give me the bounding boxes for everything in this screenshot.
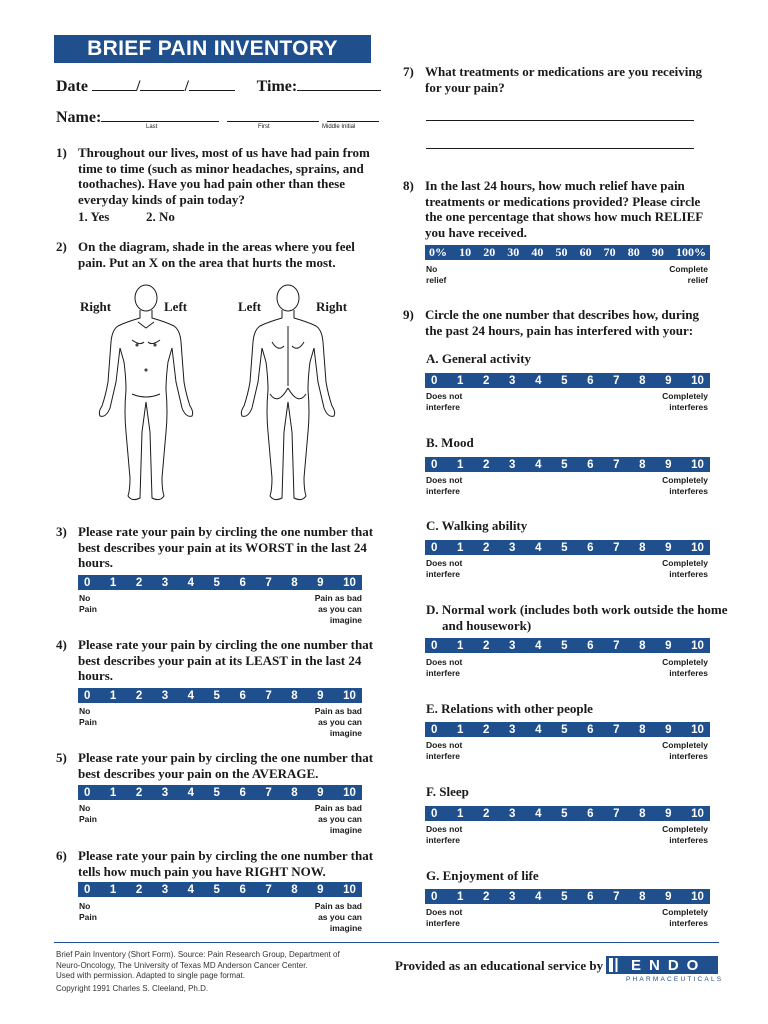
question-text: What treatments or medications are you receiving for your pain? [425,64,703,95]
question-9 [403,307,713,338]
scale-option-2[interactable]: 2 [135,576,143,589]
interfere-low-anchor: Does not interfere [426,558,463,579]
relief-option-40[interactable]: 40 [531,245,544,259]
scale-option-9[interactable]: 9 [665,807,672,820]
scale-option-1[interactable]: 1 [457,807,464,820]
q9-item-label: G. Enjoyment of life [426,868,539,883]
question-text: On the diagram, shade in the areas where you feel pain. Put an X on the area that hurts the most. [78,239,355,270]
relief-option-90[interactable]: 90 [651,245,664,259]
date-month-field[interactable] [92,78,136,91]
scale-option-0[interactable]: 0 [431,807,438,820]
scale-option-9[interactable]: 9 [665,723,672,736]
question-2 [56,239,376,270]
scale-option-0[interactable]: 0 [431,458,438,471]
scale-option-3[interactable]: 3 [509,723,516,736]
relief-option-10[interactable]: 10 [459,245,472,259]
scale-option-10[interactable]: 10 [691,458,704,471]
footer-source [56,950,340,994]
scale-option-8[interactable]: 8 [639,541,646,554]
brand-subtitle: PHARMACEUTICALS [626,976,724,983]
pain-low-anchor: No Pain [79,593,97,614]
scale-option-8[interactable]: 8 [291,689,298,702]
scale-option-9[interactable]: 9 [665,374,672,387]
scale-option-3[interactable]: 3 [161,883,169,896]
scale-option-3[interactable]: 3 [509,458,516,471]
date-separator: / [184,78,189,95]
scale-option-8[interactable]: 8 [639,807,646,820]
source-line: Brief Pain Inventory (Short Form). Source: Pain Research Group, Department of [56,950,340,959]
scale-option-10[interactable]: 10 [343,576,356,589]
source-line: Neuro-Oncology, The University of Texas MD Anderson Cancer Center. [56,960,308,970]
interfere-low-anchor: Does not interfere [426,824,463,845]
scale-option-0[interactable]: 0 [431,723,438,736]
question-4 [56,637,376,684]
interfere-low-anchor: Does not interfere [426,907,463,928]
scale-option-9[interactable]: 9 [665,458,672,471]
copyright-line: Copyright 1991 Charles S. Cleeland, Ph.D. [56,983,209,993]
scale-option-10[interactable]: 10 [691,541,704,554]
interfere-high-anchor: Completely interferes [662,740,708,761]
scale-option-4[interactable]: 4 [535,890,542,903]
scale-option-4[interactable]: 4 [535,807,542,820]
question-number: 9) [403,307,414,322]
name-middle-caption: Middle Initial [322,124,356,130]
time-label: Time: [256,78,298,95]
name-label: Name: [56,109,102,126]
scale-option-3[interactable]: 3 [509,639,516,652]
question-number: 4) [56,637,67,652]
question-5 [56,750,376,781]
scale-option-1[interactable]: 1 [457,723,464,736]
scale-option-7[interactable]: 7 [265,576,272,589]
pain-scale-average [78,785,362,800]
question-text: Please rate your pain by circling the one number that best describes your pain at its LEAST in the last 24 hours. [78,637,374,683]
relief-option-20[interactable]: 20 [483,245,496,259]
scale-option-4[interactable]: 4 [535,541,542,554]
scale-option-3[interactable]: 3 [509,374,516,387]
relief-option-80[interactable]: 80 [627,245,640,259]
relief-high-anchor: Complete relief [669,264,708,285]
relief-low-anchor: No relief [426,264,447,285]
name-last-caption: Last [146,124,158,130]
scale-option-1[interactable]: 1 [457,374,464,387]
scale-option-9[interactable]: 9 [665,541,672,554]
name-middle-field[interactable] [327,109,379,122]
relief-option-30[interactable]: 30 [507,245,520,259]
brand-name: ENDO [631,956,707,974]
scale-option-10[interactable]: 10 [343,883,356,896]
back-left-label: Left [238,299,262,314]
date-year-field[interactable] [189,78,235,91]
name-first-field[interactable] [227,109,319,122]
scale-option-5[interactable]: 5 [561,458,568,471]
pain-low-anchor: No Pain [79,706,97,727]
interfere-high-anchor: Completely interferes [662,824,708,845]
scale-option-4[interactable]: 4 [187,689,195,702]
scale-option-10[interactable]: 10 [343,689,356,702]
question-1 [56,145,376,207]
scale-option-7[interactable]: 7 [613,458,620,471]
scale-option-5[interactable]: 5 [561,541,568,554]
scale-option-4[interactable]: 4 [187,576,195,589]
scale-option-9[interactable]: 9 [317,689,324,702]
scale-option-2[interactable]: 2 [483,807,490,820]
pain-low-anchor: No Pain [79,901,97,922]
interfere-low-anchor: Does not interfere [426,657,463,678]
scale-option-7[interactable]: 7 [613,541,620,554]
interference-scale-sleep [425,806,710,821]
scale-option-9[interactable]: 9 [665,890,672,903]
interfere-high-anchor: Completely interferes [662,475,708,496]
question-6 [56,848,376,879]
question-8 [403,178,713,240]
scale-option-4[interactable]: 4 [535,458,542,471]
scale-option-10[interactable]: 10 [691,890,704,903]
logo-mark-icon [609,958,623,972]
time-field[interactable] [297,78,381,91]
scale-option-3[interactable]: 3 [161,576,169,589]
scale-option-8[interactable]: 8 [291,786,298,799]
scale-option-9[interactable]: 9 [665,639,672,652]
scale-option-3[interactable]: 3 [161,786,169,799]
scale-option-6[interactable]: 6 [239,786,246,799]
relief-option-60[interactable]: 60 [579,245,592,259]
scale-option-8[interactable]: 8 [291,883,298,896]
scale-option-6[interactable]: 6 [239,576,246,589]
relief-option-100pct[interactable]: 100% [675,245,706,259]
scale-option-2[interactable]: 2 [135,883,143,896]
scale-option-6[interactable]: 6 [587,458,594,471]
scale-option-7[interactable]: 7 [613,807,620,820]
question-number: 2) [56,239,67,254]
scale-option-5[interactable]: 5 [213,883,220,896]
scale-option-9[interactable]: 9 [317,883,324,896]
scale-option-3[interactable]: 3 [509,890,516,903]
scale-option-2[interactable]: 2 [135,689,143,702]
interference-scale-mood [425,457,710,472]
interfere-high-anchor: Completely interferes [662,657,708,678]
scale-option-8[interactable]: 8 [639,458,646,471]
q9-item-label: E. Relations with other people [426,701,593,716]
pain-low-anchor: No Pain [79,803,97,824]
scale-option-4[interactable]: 4 [187,786,195,799]
scale-option-3[interactable]: 3 [509,807,516,820]
scale-option-6[interactable]: 6 [587,807,594,820]
scale-option-6[interactable]: 6 [587,541,594,554]
interference-scale-general-activity [425,373,710,388]
scale-option-10[interactable]: 10 [343,786,356,799]
q1-option-no[interactable]: 2. No [146,209,175,224]
date-day-field[interactable] [140,78,184,91]
body-diagram-back[interactable] [238,282,338,514]
q1-option-yes[interactable]: 1. Yes [78,209,110,224]
pain-scale-least [78,688,362,703]
question-text: Throughout our lives, most of us have had pain from time to time (such as minor headaches, sprains, and toothaches). Have you had pain other than these everyday kinds of pain today? [78,145,370,207]
interfere-high-anchor: Completely interferes [662,907,708,928]
date-separator: / [135,78,141,95]
scale-option-1[interactable]: 1 [457,458,464,471]
pain-scale-worst [78,575,362,590]
scale-option-10[interactable]: 10 [691,723,704,736]
scale-option-7[interactable]: 7 [265,786,272,799]
scale-option-1[interactable]: 1 [109,786,117,799]
scale-option-1[interactable]: 1 [109,689,117,702]
pain-high-anchor: Pain as bad as you can imagine [314,706,362,738]
back-right-label: Right [316,299,348,314]
q9-item-label: C. Walking ability [426,518,528,533]
front-left-label: Left [164,299,188,314]
scale-option-5[interactable]: 5 [561,723,568,736]
interfere-high-anchor: Completely interferes [662,558,708,579]
scale-option-1[interactable]: 1 [457,890,464,903]
pain-scale-right-now [78,882,362,897]
interfere-high-anchor: Completely interferes [662,391,708,412]
scale-option-0[interactable]: 0 [431,639,438,652]
interference-scale-walking [425,540,710,555]
scale-option-6[interactable]: 6 [587,890,594,903]
scale-option-2[interactable]: 2 [483,723,490,736]
scale-option-4[interactable]: 4 [187,883,195,896]
date-time-row [56,78,381,96]
scale-option-7[interactable]: 7 [613,639,620,652]
scale-option-10[interactable]: 10 [691,807,704,820]
relief-option-50[interactable]: 50 [555,245,568,259]
service-text: Provided as an educational service by [395,958,604,973]
scale-option-5[interactable]: 5 [561,890,568,903]
pain-high-anchor: Pain as bad as you can imagine [314,901,362,933]
scale-option-8[interactable]: 8 [639,639,646,652]
scale-option-8[interactable]: 8 [639,723,646,736]
relief-option-70[interactable]: 70 [603,245,616,259]
scale-option-0[interactable]: 0 [84,689,91,702]
scale-option-5[interactable]: 5 [561,374,568,387]
scale-option-0[interactable]: 0 [431,890,438,903]
scale-option-2[interactable]: 2 [483,458,490,471]
scale-option-2[interactable]: 2 [483,639,490,652]
scale-option-1[interactable]: 1 [457,639,464,652]
scale-option-2[interactable]: 2 [483,890,490,903]
scale-option-7[interactable]: 7 [265,689,272,702]
scale-option-10[interactable]: 10 [691,639,704,652]
scale-option-7[interactable]: 7 [613,723,620,736]
pain-high-anchor: Pain as bad as you can imagine [314,593,362,625]
scale-option-1[interactable]: 1 [109,883,117,896]
question-text: Please rate your pain by circling the one number that tells how much pain you have RIGHT NOW. [78,848,374,879]
scale-option-0[interactable]: 0 [84,576,91,589]
scale-option-4[interactable]: 4 [535,639,542,652]
scale-option-7[interactable]: 7 [613,890,620,903]
name-first-caption: First [258,124,270,130]
body-diagram-front[interactable] [96,282,196,514]
scale-option-0[interactable]: 0 [84,786,91,799]
scale-option-4[interactable]: 4 [535,374,542,387]
question-number: 3) [56,524,67,539]
interfere-low-anchor: Does not interfere [426,391,463,412]
scale-option-2[interactable]: 2 [483,374,490,387]
relief-option-0pct[interactable]: 0% [429,245,447,259]
scale-option-8[interactable]: 8 [639,374,646,387]
scale-option-5[interactable]: 5 [561,807,568,820]
scale-option-5[interactable]: 5 [213,786,220,799]
scale-option-7[interactable]: 7 [265,883,272,896]
q9-item-label: B. Mood [426,435,474,450]
relief-scale [425,245,710,260]
scale-option-3[interactable]: 3 [161,689,169,702]
question-text: In the last 24 hours, how much relief have pain treatments or medications provided? Please circle the one percentage that shows how much RELIEF you have received. [425,178,703,240]
question-text: Circle the one number that describes how, during the past 24 hours, pain has interfered with your: [425,307,699,338]
scale-option-0[interactable]: 0 [84,883,91,896]
endo-logo [606,956,718,974]
scale-option-8[interactable]: 8 [291,576,298,589]
scale-option-2[interactable]: 2 [135,786,143,799]
scale-option-5[interactable]: 5 [213,576,220,589]
q9-item-label: F. Sleep [426,784,469,799]
scale-option-0[interactable]: 0 [431,374,438,387]
scale-option-6[interactable]: 6 [587,723,594,736]
scale-option-6[interactable]: 6 [587,374,594,387]
q7-answer-line-2[interactable] [426,148,694,149]
footer-divider [54,942,719,943]
scale-option-0[interactable]: 0 [431,541,438,554]
scale-option-8[interactable]: 8 [639,890,646,903]
name-last-field[interactable] [101,109,219,122]
scale-option-4[interactable]: 4 [535,723,542,736]
question-number: 8) [403,178,414,193]
question-number: 7) [403,64,414,79]
interfere-low-anchor: Does not interfere [426,475,463,496]
question-3 [56,524,376,571]
question-number: 1) [56,145,67,160]
page-title: BRIEF PAIN INVENTORY [87,37,338,60]
scale-option-3[interactable]: 3 [509,541,516,554]
scale-option-5[interactable]: 5 [561,639,568,652]
interference-scale-relations [425,722,710,737]
question-number: 5) [56,750,67,765]
interference-scale-enjoyment [425,889,710,904]
scale-option-5[interactable]: 5 [213,689,220,702]
pain-high-anchor: Pain as bad as you can imagine [314,803,362,835]
q9-item-label: A. General activity [426,351,532,366]
question-text: Please rate your pain by circling the one number that best describes your pain at its WORST in the last 24 hours. [78,524,374,570]
question-number: 6) [56,848,67,863]
interfere-low-anchor: Does not interfere [426,740,463,761]
scale-option-9[interactable]: 9 [317,576,324,589]
question-7 [403,64,703,95]
scale-option-1[interactable]: 1 [457,541,464,554]
scale-option-1[interactable]: 1 [109,576,117,589]
scale-option-9[interactable]: 9 [317,786,324,799]
scale-option-2[interactable]: 2 [483,541,490,554]
source-line: Used with permission. Adapted to single page format. [56,971,245,980]
date-label: Date [56,78,88,95]
scale-option-7[interactable]: 7 [613,374,620,387]
q9-item-label: D. Normal work (includes both work outside the home and housework) [426,602,728,633]
scale-option-10[interactable]: 10 [691,374,704,387]
front-right-label: Right [80,299,112,314]
scale-option-6[interactable]: 6 [239,883,246,896]
scale-option-6[interactable]: 6 [239,689,246,702]
interference-scale-normal-work [425,638,710,653]
q7-answer-line-1[interactable] [426,120,694,121]
question-text: Please rate your pain by circling the one number that best describes your pain on the AVERAGE. [78,750,374,781]
scale-option-6[interactable]: 6 [587,639,594,652]
